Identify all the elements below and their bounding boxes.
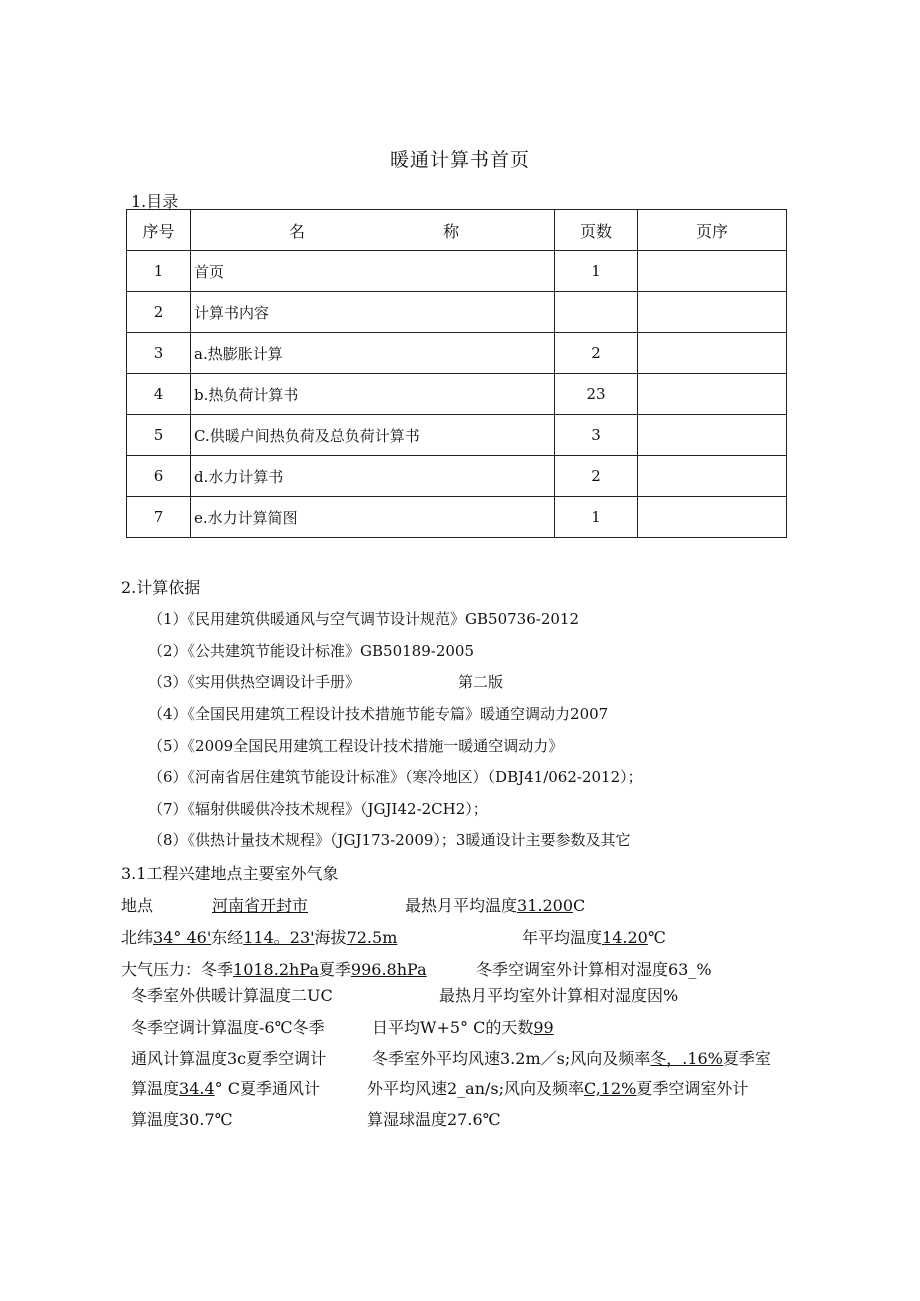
right-param-prefix: 冬季室外平均风速3.2m／s;风向及频率 [372, 1049, 651, 1068]
annual-label: 年平均温度 [522, 928, 603, 947]
row-num: 1 [127, 251, 191, 292]
row-pages: 23 [555, 374, 638, 415]
table-row [127, 415, 787, 456]
hot-month-value: 31.200 [517, 896, 573, 915]
location-label: 地点 [121, 896, 154, 915]
row-num: 3 [127, 333, 191, 374]
right-param-value: 99 [533, 1018, 554, 1037]
row-name: d.水力计算书 [191, 456, 555, 497]
header-name-right: 称 [442, 221, 459, 241]
table-row [127, 497, 787, 538]
row-pages: 2 [555, 333, 638, 374]
left-param-prefix: 算温度 [131, 1079, 180, 1098]
right-param: 算湿球温度27.6℃ [367, 1110, 501, 1129]
right-param-value: 冬，.16% [650, 1049, 723, 1068]
row-pages: 1 [555, 497, 638, 538]
row-order [638, 333, 787, 374]
left-param: 冬季室外供暖计算温度二UC [131, 986, 333, 1005]
right-param [372, 1015, 554, 1038]
annual-temp [522, 925, 666, 948]
left-param-suffix: ° C夏季通风计 [214, 1079, 320, 1098]
right-param-suffix: 夏季室 [722, 1049, 771, 1068]
annual-unit: ℃ [647, 928, 666, 947]
right-param [367, 1076, 748, 1099]
basis-heading: 2.计算依据 [121, 578, 201, 597]
row-pages: 2 [555, 456, 638, 497]
row-order [638, 374, 787, 415]
row-num: 6 [127, 456, 191, 497]
lon-label: 东经 [211, 928, 244, 947]
row-name: a.热膨胀计算 [191, 333, 555, 374]
lat-value: 34° 46' [153, 928, 212, 947]
table-row [127, 333, 787, 374]
pressure-winter: 1018.2hPa [233, 960, 319, 979]
pressure-label: 大气压力：冬季 [121, 960, 234, 979]
left-param: 通风计算温度3c夏季空调计 [131, 1049, 327, 1068]
basis-item: （7）《辐射供暖供冷技术规程》（JGJI42-2CH2）； [148, 800, 488, 818]
basis-item: （5）《2009全国民用建筑工程设计技术措施一暖通空调动力》 [148, 737, 564, 755]
row-num: 2 [127, 292, 191, 333]
left-param: 冬季空调计算温度-6℃冬季 [131, 1018, 325, 1037]
hot-month-temp [405, 893, 585, 916]
table-row [127, 251, 787, 292]
toc-table [126, 209, 787, 538]
basis-item-edition: 第二版 [458, 673, 504, 691]
left-param: 算温度30.7℃ [131, 1110, 233, 1129]
row-pages: 3 [555, 415, 638, 456]
header-pages: 页数 [555, 210, 638, 251]
location-row [121, 893, 153, 916]
alt-value: 72.5m [346, 928, 398, 947]
row-pages: 1 [555, 251, 638, 292]
row-pages [555, 292, 638, 333]
basis-item: （6）《河南省居住建筑节能设计标准》（寒冷地区）（DBJ41/062-2012）； [148, 768, 643, 786]
header-order: 页序 [638, 210, 787, 251]
row-name: e.水力计算简图 [191, 497, 555, 538]
row-order [638, 456, 787, 497]
header-name-left: 名 [289, 221, 306, 241]
basis-item: （3）《实用供热空调设计手册》 [148, 673, 361, 691]
page-title: 暖通计算书首页 [389, 149, 530, 171]
row-name: 计算书内容 [191, 292, 555, 333]
lat-label: 北纬 [121, 928, 154, 947]
header-name [191, 210, 555, 251]
coordinates-row [121, 925, 397, 948]
row-name: C.供暖户间热负荷及总负荷计算书 [191, 415, 555, 456]
row-num: 5 [127, 415, 191, 456]
row-order [638, 251, 787, 292]
basis-item: （1）《民用建筑供暖通风与空气调节设计规范》GB50736-2012 [148, 610, 580, 628]
pressure-summer: 996.8hPa [350, 960, 427, 979]
hot-month-label: 最热月平均温度 [405, 896, 518, 915]
right-param-prefix: 外平均风速2_an/s;风向及频率 [367, 1079, 585, 1098]
toc-header-row [127, 210, 787, 251]
left-param [131, 1076, 320, 1099]
row-order [638, 292, 787, 333]
pressure-row [121, 957, 427, 980]
pressure-summer-label: 夏季 [318, 960, 351, 979]
row-order [638, 497, 787, 538]
annual-value: 14.20 [602, 928, 648, 947]
right-param-value: C,12% [584, 1079, 637, 1098]
row-order [638, 415, 787, 456]
row-name: b.热负荷计算书 [191, 374, 555, 415]
row-name: 首页 [191, 251, 555, 292]
table-row [127, 374, 787, 415]
right-param-suffix: 夏季空调室外计 [636, 1079, 749, 1098]
table-row [127, 292, 787, 333]
basis-item: （4）《全国民用建筑工程设计技术措施节能专篇》暖通空调动力2007 [148, 705, 609, 723]
location-value: 河南省开封市 [212, 896, 309, 915]
row-num: 7 [127, 497, 191, 538]
header-num: 序号 [127, 210, 191, 251]
row-num: 4 [127, 374, 191, 415]
alt-label: 海拔 [314, 928, 347, 947]
basis-item: （8）《供热计量技术规程》（JGJ173-2009）；3暖通设计主要参数及其它 [148, 831, 631, 849]
weather-heading: 3.1工程兴建地点主要室外气象 [121, 864, 339, 883]
basis-item: （2）《公共建筑节能设计标准》GB50189-2005 [148, 642, 475, 660]
right-param: 最热月平均室外计算相对湿度因% [439, 986, 679, 1005]
left-param-value: 34.4 [179, 1079, 215, 1098]
hot-month-unit: C [573, 896, 586, 915]
table-row [127, 456, 787, 497]
lon-value: 114。23' [243, 928, 315, 947]
right-param [372, 1046, 771, 1069]
toc-heading: 1.目录 [131, 192, 179, 211]
winter-ac-rh: 冬季空调室外计算相对湿度63_% [476, 960, 712, 979]
right-param-prefix: 日平均W+5° C的天数 [372, 1018, 534, 1037]
